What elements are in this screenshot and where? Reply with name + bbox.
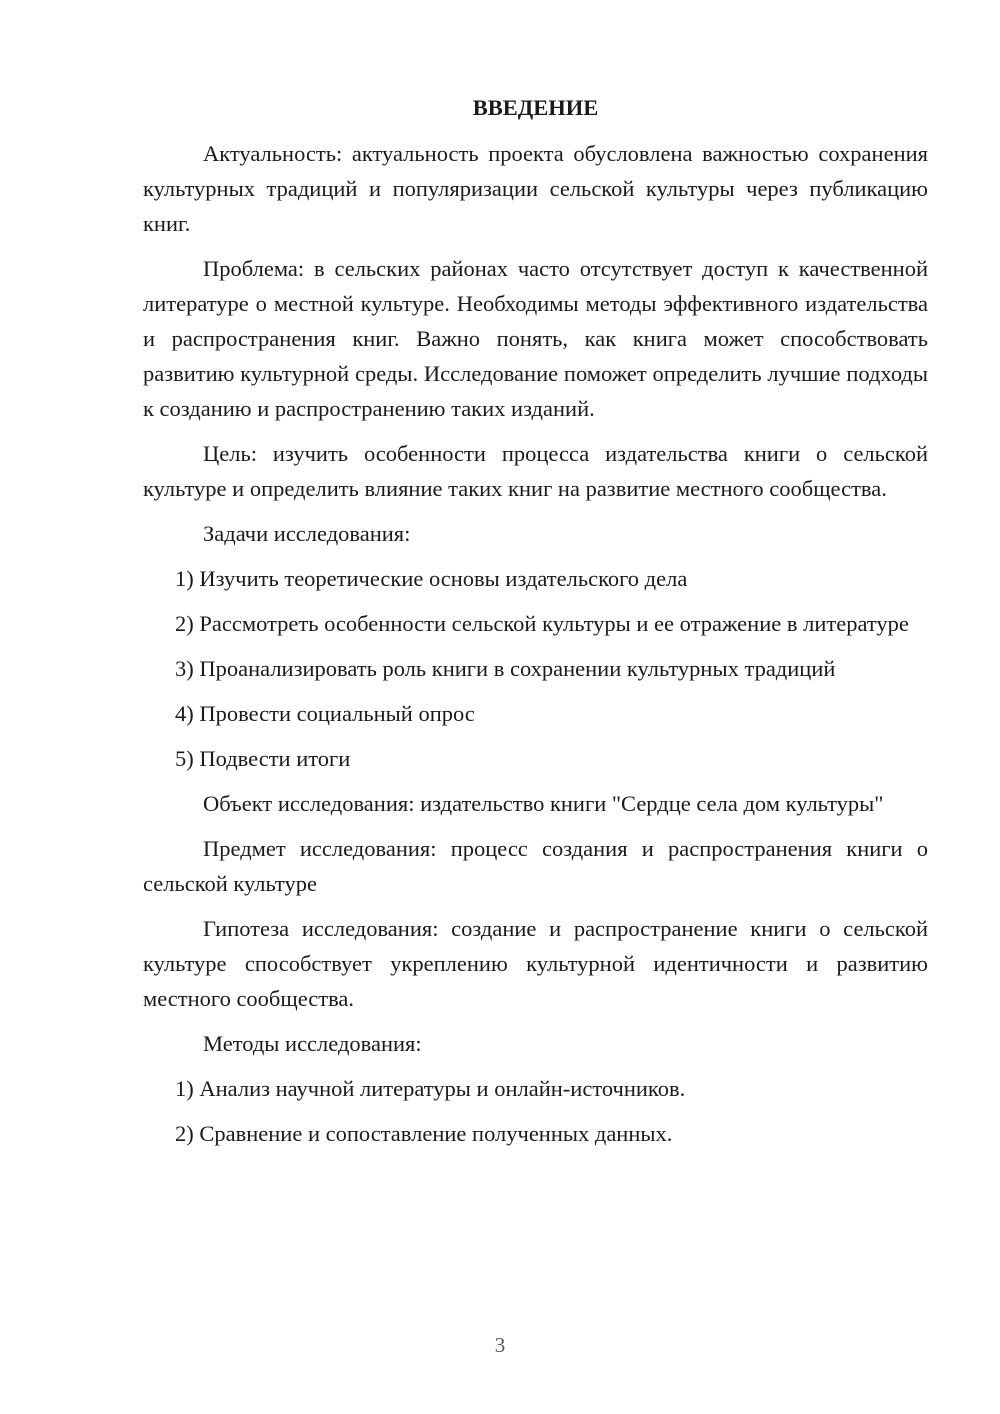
- paragraph-hypothesis: Гипотеза исследования: создание и распространение книги о сельской культуре способствует укреплению культурной идентичности и развитию местного сообщества.: [143, 916, 928, 1011]
- methods-heading: Методы исследования:: [203, 1031, 422, 1056]
- task-item: 5) Подвести итоги: [175, 746, 351, 771]
- method-item: 2) Сравнение и сопоставление полученных данных.: [175, 1121, 673, 1146]
- section-title: ВВЕДЕНИЕ: [472, 95, 599, 120]
- paragraph-subject: Предмет исследования: процесс создания и распространения книги о сельской культуре: [143, 836, 928, 896]
- task-item: 1) Изучить теоретические основы издательского дела: [175, 566, 688, 591]
- paragraph-problem: Проблема: в сельских районах часто отсутствует доступ к качественной литературе о местной культуре. Необходимы методы эффективного издательства и распространения книг. Важно понять, как книга может способствовать развитию культурной среды. Исследование поможет определить лучшие подходы к созданию и распространению таких изданий.: [143, 256, 928, 421]
- document-page: [143, 90, 928, 1161]
- page-number: 3: [494, 1333, 506, 1357]
- task-item: 4) Провести социальный опрос: [175, 701, 475, 726]
- task-item: 2) Рассмотреть особенности сельской культуры и ее отражение в литературе: [175, 611, 909, 636]
- method-item: 1) Анализ научной литературы и онлайн-источников.: [175, 1076, 686, 1101]
- paragraph-relevance: Актуальность: актуальность проекта обусловлена важностью сохранения культурных традиций и популяризации сельской культуры через публикацию книг.: [143, 141, 928, 236]
- tasks-heading: Задачи исследования:: [203, 521, 411, 546]
- paragraph-object: Объект исследования: издательство книги "Сердце села дом культуры": [203, 791, 884, 816]
- paragraph-goal: Цель: изучить особенности процесса издательства книги о сельской культуре и определить влияние таких книг на развитие местного сообщества.: [143, 441, 928, 501]
- task-item: 3) Проанализировать роль книги в сохранении культурных традиций: [175, 656, 836, 681]
